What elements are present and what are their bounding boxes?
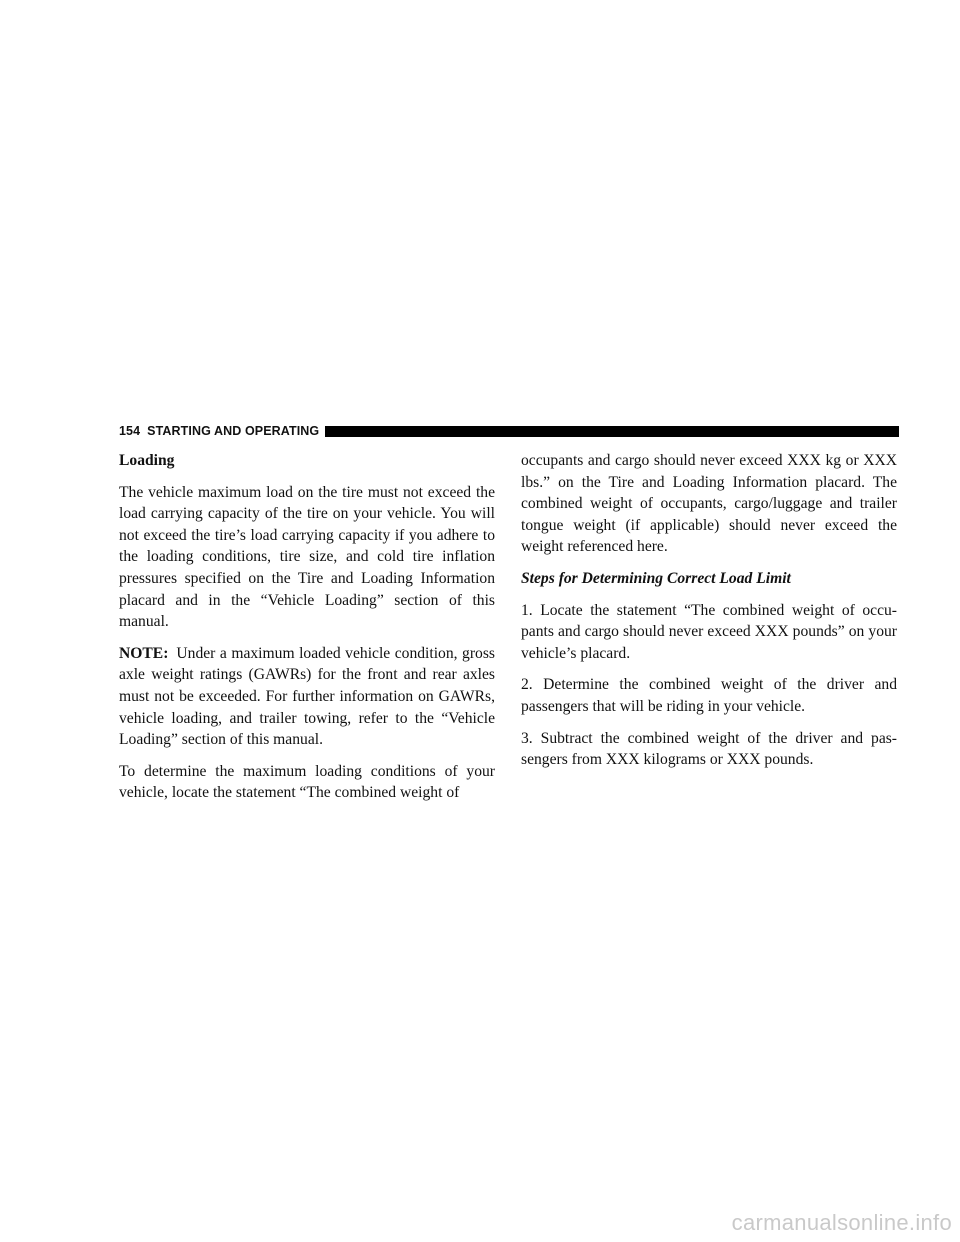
page-header <box>119 424 899 438</box>
note-paragraph <box>119 643 495 751</box>
step-2: 2. Determine the combined weight of the driver and passengers that will be riding in your vehicle. <box>521 676 897 715</box>
section-title: STARTING AND OPERATING <box>147 424 320 438</box>
note-text: Under a maximum loaded vehicle condition, gross axle weight ratings (GAWRs) for the front and rear axles must not be exceeded. For further information on GAWRs, vehicle loading, and trailer towing, refer to the “Vehicle Loading” section of this manual. <box>119 644 495 749</box>
section-heading-loading: Loading <box>119 452 175 469</box>
paragraph-max-loading: To determine the maximum loading conditions of your vehicle, locate the statement “The combined weight of <box>119 762 495 802</box>
step-1: 1. Locate the statement “The combined weight of occu-pants and cargo should never exceed XXX pounds” on your vehicle’s placard. <box>521 601 897 662</box>
subheading-load-limit-steps: Steps for Determining Correct Load Limit <box>521 569 791 587</box>
page-number: 154 <box>119 424 141 438</box>
paragraph-continuation: occupants and cargo should never exceed XXX kg or XXX lbs.” on the Tire and Loading Information placard. The combined weight of occupants, cargo/luggage and trailer tongue weight (if applicable) should never exceed the weight referenced here. <box>521 452 897 556</box>
step-3: 3. Subtract the combined weight of the driver and pas-sengers from XXX kilograms or XXX pounds. <box>521 729 897 769</box>
paragraph-loading-intro: The vehicle maximum load on the tire must not exceed the load carrying capacity of the tire on your vehicle. You will not exceed the tire’s load carrying capacity if you adhere to the loading conditions, tire size, and cold tire inflation pressures specified on the Tire and Loading Information placard and in the “Vehicle Loading” section of this manual. <box>119 483 495 631</box>
left-column <box>119 450 495 804</box>
watermark: carmanualsonline.info <box>731 1210 952 1235</box>
header-rule <box>325 426 899 437</box>
right-column <box>521 450 897 771</box>
note-label: NOTE: <box>119 644 169 662</box>
